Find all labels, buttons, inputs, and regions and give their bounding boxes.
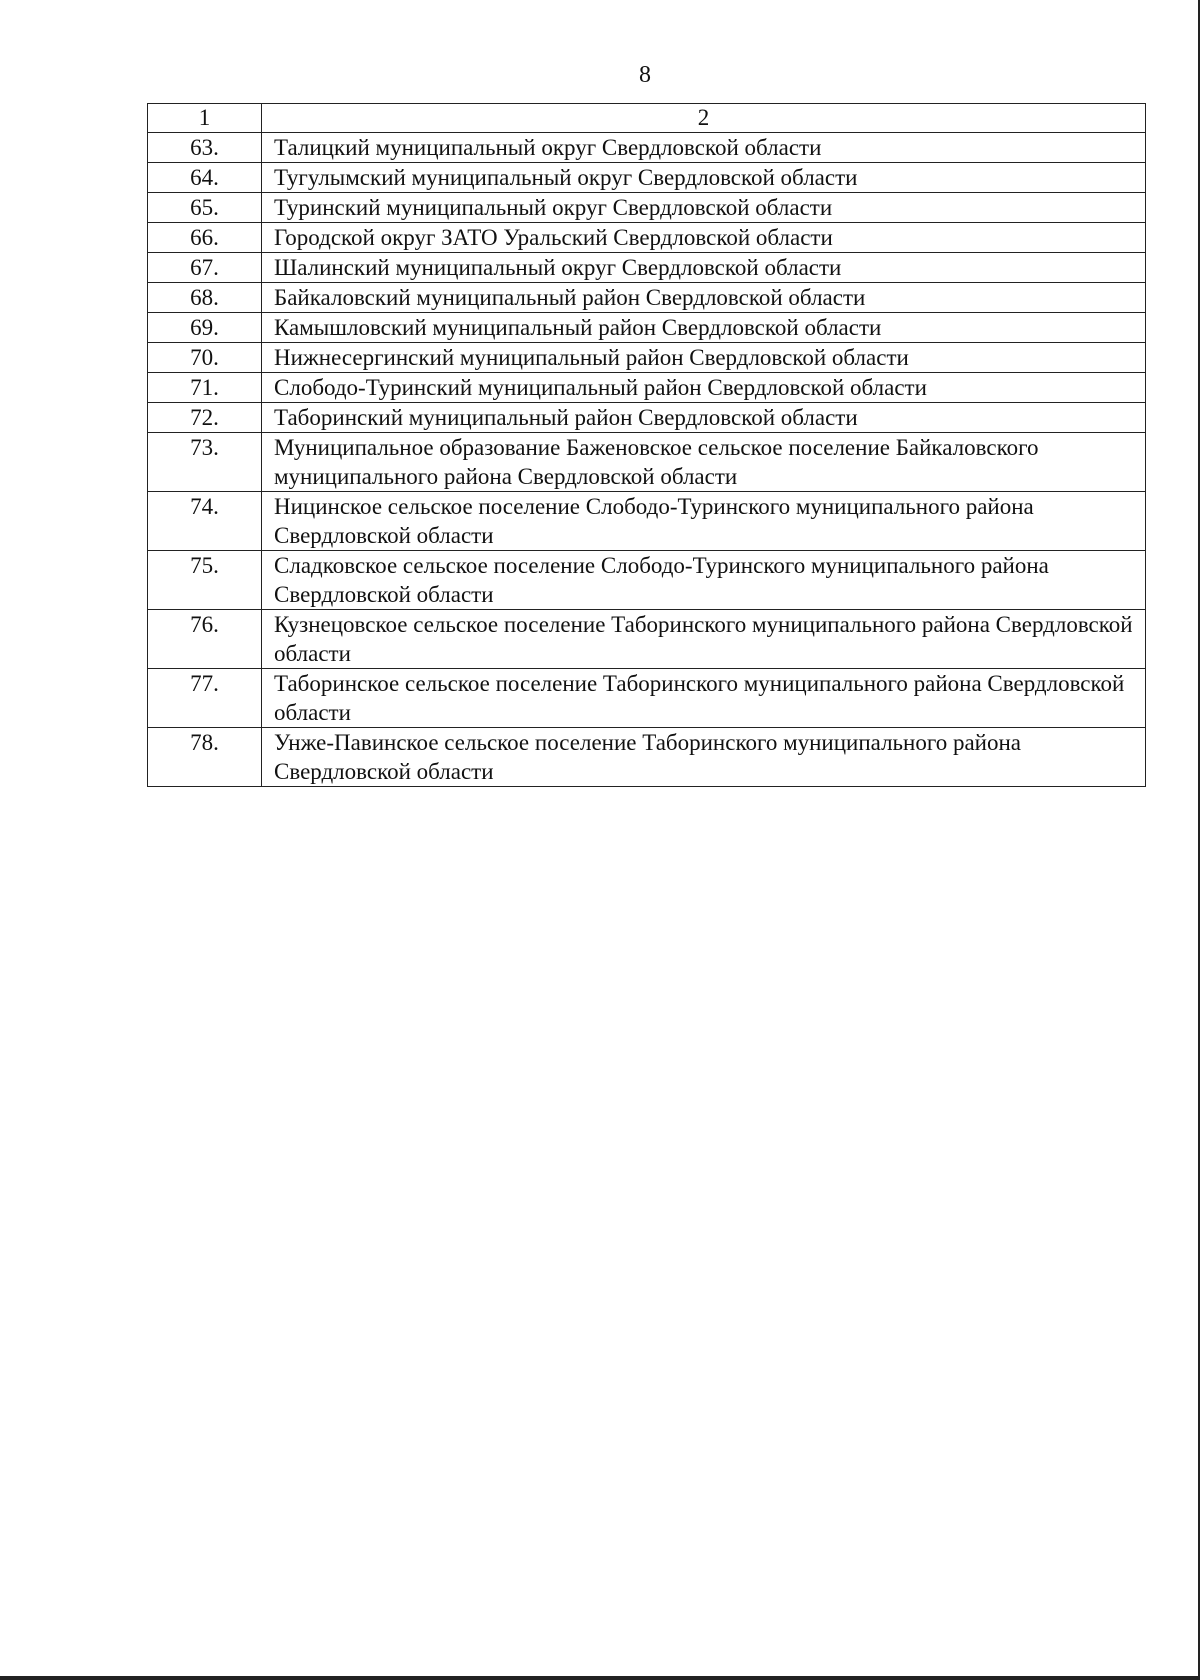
row-text: Туринский муниципальный округ Свердловской области [262,193,1146,223]
table-row [148,669,1146,728]
row-number: 78. [148,728,262,787]
table-header-row [148,104,1146,133]
table-row [148,433,1146,492]
table-row [148,193,1146,223]
table-row [148,610,1146,669]
row-text: Талицкий муниципальный округ Свердловской области [262,133,1146,163]
row-text: Слободо-Туринский муниципальный район Свердловской области [262,373,1146,403]
municipalities-table [147,103,1146,787]
row-number: 77. [148,669,262,728]
row-text: Тугулымский муниципальный округ Свердловской области [262,163,1146,193]
table-row [148,313,1146,343]
row-number: 72. [148,403,262,433]
table-row [148,223,1146,253]
row-text: Таборинское сельское поселение Таборинского муниципального района Свердловской области [262,669,1146,728]
table-row [148,403,1146,433]
row-number: 66. [148,223,262,253]
row-text: Муниципальное образование Баженовское сельское поселение Байкаловского муниципального района Свердловской области [262,433,1146,492]
row-text: Городской округ ЗАТО Уральский Свердловской области [262,223,1146,253]
row-number: 64. [148,163,262,193]
table-row [148,551,1146,610]
column-header-2: 2 [262,104,1146,133]
row-text: Нижнесергинский муниципальный район Свердловской области [262,343,1146,373]
row-text: Байкаловский муниципальный район Свердловской области [262,283,1146,313]
table-row [148,163,1146,193]
row-text: Таборинский муниципальный район Свердловской области [262,403,1146,433]
row-number: 67. [148,253,262,283]
row-number: 74. [148,492,262,551]
row-text: Кузнецовское сельское поселение Таборинского муниципального района Свердловской области [262,610,1146,669]
row-text: Сладковское сельское поселение Слободо-Туринского муниципального района Свердловской области [262,551,1146,610]
row-text: Шалинский муниципальный округ Свердловской области [262,253,1146,283]
table-row [148,373,1146,403]
row-number: 68. [148,283,262,313]
row-number: 69. [148,313,262,343]
page-number: 8 [639,62,651,88]
row-number: 71. [148,373,262,403]
table-row [148,253,1146,283]
row-number: 70. [148,343,262,373]
row-number: 65. [148,193,262,223]
table-row [148,728,1146,787]
row-text: Камышловский муниципальный район Свердловской области [262,313,1146,343]
row-number: 75. [148,551,262,610]
table-row [148,133,1146,163]
table-row [148,343,1146,373]
row-number: 76. [148,610,262,669]
table-row [148,492,1146,551]
scan-edge-bottom [0,1676,1200,1680]
row-text: Унже-Павинское сельское поселение Таборинского муниципального района Свердловской области [262,728,1146,787]
column-header-1: 1 [148,104,262,133]
row-number: 63. [148,133,262,163]
row-number: 73. [148,433,262,492]
row-text: Ницинское сельское поселение Слободо-Туринского муниципального района Свердловской области [262,492,1146,551]
table-row [148,283,1146,313]
